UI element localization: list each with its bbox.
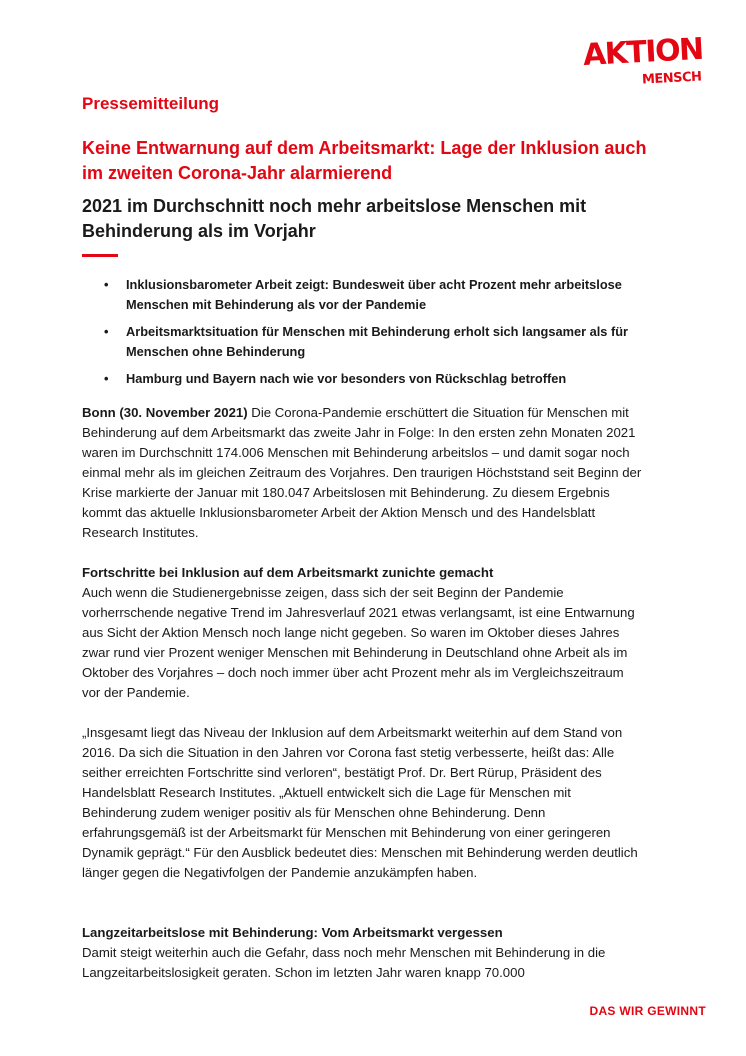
section-heading-progress: Fortschritte bei Inklusion auf dem Arbeitsmarkt zunichte gemacht <box>82 565 494 580</box>
summary-bullet-list <box>82 275 642 396</box>
intro-paragraph <box>82 403 642 543</box>
footer-slogan: DAS WIR GEWINNT <box>589 1004 706 1018</box>
bullet-item: • Hamburg und Bayern nach wie vor besonders von Rückschlag betroffen <box>82 369 642 389</box>
quote-paragraph: „Insgesamt liegt das Niveau der Inklusion auf dem Arbeitsmarkt weiterhin auf dem Stand von 2016. Da sich die Situation in den Jahren vor Corona fast stetig verbesserte, heißt das: Alle seither erreichten Fortschritte sind verloren“, bestätigt Prof. Dr. Bert Rürup, Präsident des Handelsblatt Research Institutes. „Aktuell entwickelt sich die Lage für Menschen mit Behinderung zudem weniger positiv als für Menschen ohne Behinderung. Denn erfahrungsgemäß ist der Arbeitsmarkt für Menschen mit Behinderung von einer geringeren Dynamik geprägt.“ Für den Ausblick bedeutet dies: Menschen mit Behinderung werden deutlich länger gegen die Negativfolgen der Pandemie anzukämpfen haben. <box>82 725 638 880</box>
headline: Keine Entwarnung auf dem Arbeitsmarkt: Lage der Inklusion auch im zweiten Corona-Jahr alarmierend <box>82 138 647 183</box>
section-heading-long-term: Langzeitarbeitslose mit Behinderung: Vom Arbeitsmarkt vergessen <box>82 925 503 940</box>
aktion-mensch-logo <box>582 31 714 92</box>
logo-wordmark-top: AKTION <box>582 31 704 73</box>
logo-wordmark-bottom: MENSCH <box>641 69 702 88</box>
section-long-term-text: Damit steigt weiterhin auch die Gefahr, dass noch mehr Menschen mit Behinderung in die Langzeitarbeitslosigkeit geraten. Schon im letzten Jahr waren knapp 70.000 <box>82 945 606 980</box>
section-progress-text: Auch wenn die Studienergebnisse zeigen, dass sich der seit Beginn der Pandemie vorherrschende negative Trend im Jahresverlauf 2021 etwas verlangsamt, ist eine Entwarnung aus Sicht der Aktion Mensch noch lange nicht gegeben. So waren im Oktober dieses Jahres zwar rund vier Prozent weniger Menschen mit Behinderung in Deutschland ohne Arbeit als im Oktober des Vorjahres – doch noch immer über acht Prozent mehr als im Vergleichszeitraum vor der Pandemie. <box>82 585 635 700</box>
red-divider <box>82 254 118 257</box>
subheadline: 2021 im Durchschnitt noch mehr arbeitslose Menschen mit Behinderung als im Vorjahr <box>82 196 587 241</box>
dateline: Bonn (30. November 2021) <box>82 405 248 420</box>
intro-text: Die Corona-Pandemie erschüttert die Situation für Menschen mit Behinderung auf dem Arbeitsmarkt das zweite Jahr in Folge: In den ersten zehn Monaten 2021 waren im Durchschnitt 174.006 Menschen mit Behinderung arbeitslos – und damit sogar noch einmal mehr als im gleichen Zeitraum des Vorjahres. Den traurigen Höchststand seit Beginn der Krise markierte der Januar mit 180.047 Arbeitslosen mit Behinderung. Zu diesem Ergebnis kommt das aktuelle Inklusionsbarometer Arbeit der Aktion Mensch und des Handelsblatt Research Institutes. <box>82 405 642 540</box>
document-type-label: Pressemitteilung <box>82 94 219 113</box>
bullet-item: • Inklusionsbarometer Arbeit zeigt: Bundesweit über acht Prozent mehr arbeitslose Menschen mit Behinderung als vor der Pandemie <box>82 275 642 315</box>
bullet-item: • Arbeitsmarktsituation für Menschen mit Behinderung erholt sich langsamer als für Menschen ohne Behinderung <box>82 322 642 362</box>
